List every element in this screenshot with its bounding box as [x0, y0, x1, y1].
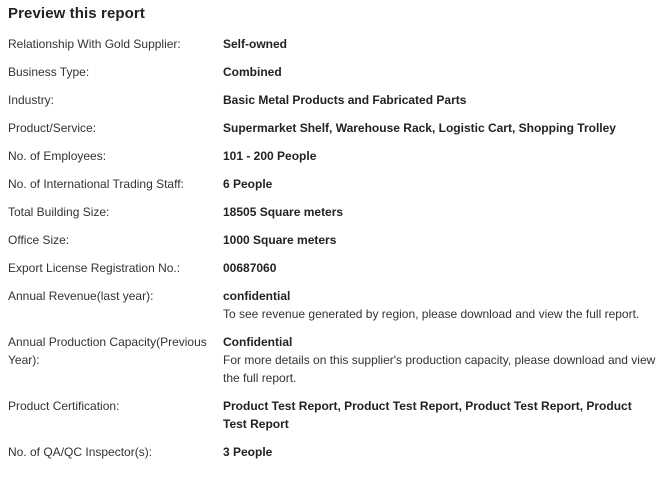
- field-label: Office Size:: [8, 233, 70, 247]
- table-row: [8, 117, 658, 145]
- table-row: [8, 395, 658, 441]
- field-label: Product Certification:: [8, 399, 120, 413]
- field-note: To see revenue generated by region, please download and view the full report.: [223, 307, 640, 321]
- field-value: 6 People: [223, 177, 273, 191]
- field-value: Product Test Report, Product Test Report, Product Test Report, Product Test Report: [223, 399, 632, 431]
- table-row: [8, 331, 658, 395]
- field-label: Annual Production Capacity(Previous Year):: [8, 335, 207, 367]
- field-value: 1000 Square meters: [223, 233, 337, 247]
- field-value: confidential: [223, 289, 291, 303]
- field-label: No. of QA/QC Inspector(s):: [8, 445, 153, 459]
- page-title: Preview this report: [8, 5, 145, 22]
- report-table: [8, 33, 658, 469]
- field-label: Total Building Size:: [8, 205, 110, 219]
- field-value: Basic Metal Products and Fabricated Parts: [223, 93, 467, 107]
- field-label: No. of Employees:: [8, 149, 107, 163]
- field-value: Confidential: [223, 335, 293, 349]
- table-row: [8, 173, 658, 201]
- field-value: Supermarket Shelf, Warehouse Rack, Logistic Cart, Shopping Trolley: [223, 121, 616, 135]
- table-row: [8, 33, 658, 61]
- field-value: 18505 Square meters: [223, 205, 344, 219]
- table-row: [8, 285, 658, 331]
- table-row: [8, 229, 658, 257]
- field-note: For more details on this supplier's production capacity, please download and view the full report.: [223, 353, 656, 385]
- field-label: Business Type:: [8, 65, 90, 79]
- table-row: [8, 257, 658, 285]
- table-row: [8, 201, 658, 229]
- field-value: Self-owned: [223, 37, 288, 51]
- field-value: 00687060: [223, 261, 277, 275]
- field-label: Relationship With Gold Supplier:: [8, 37, 181, 51]
- table-row: [8, 61, 658, 89]
- field-value: Combined: [223, 65, 282, 79]
- field-label: Annual Revenue(last year):: [8, 289, 154, 303]
- table-row: [8, 441, 658, 469]
- field-label: Export License Registration No.:: [8, 261, 181, 275]
- table-row: [8, 145, 658, 173]
- field-label: No. of International Trading Staff:: [8, 177, 184, 191]
- table-row: [8, 89, 658, 117]
- field-label: Product/Service:: [8, 121, 97, 135]
- field-label: Industry:: [8, 93, 55, 107]
- field-value: 3 People: [223, 445, 273, 459]
- field-value: 101 - 200 People: [223, 149, 317, 163]
